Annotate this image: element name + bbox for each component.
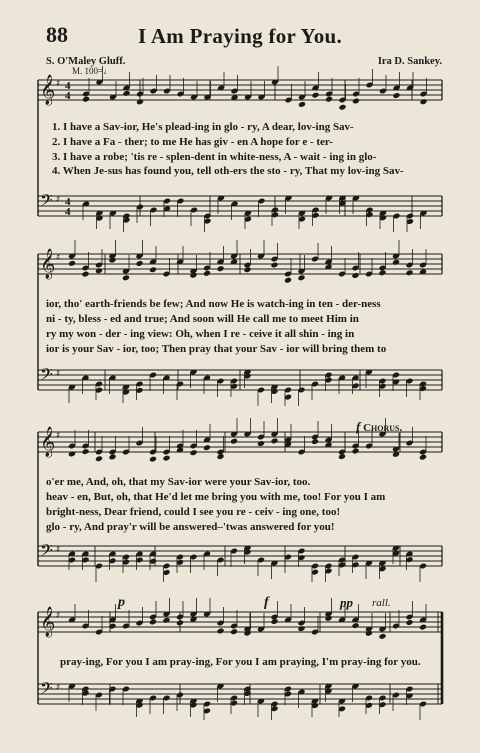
key-signature-sharp: ♯ — [56, 431, 61, 441]
time-signature-bottom: 4 — [65, 206, 71, 218]
key-signature-sharp: ♯ — [56, 611, 61, 621]
note-head — [189, 449, 197, 456]
lyric-line: 4. When Je-sus has found you, tell oth-ers the sto - ry, That my lov-ing Sav- — [52, 165, 404, 177]
page-number: 88 — [46, 22, 68, 47]
note-head — [325, 96, 333, 103]
note-head — [351, 622, 359, 629]
note-head — [135, 260, 143, 267]
note-head — [352, 98, 360, 105]
metronome-note: =♩ — [98, 66, 113, 76]
note-head — [189, 272, 197, 279]
note-head — [405, 619, 413, 626]
note-head — [338, 453, 346, 460]
key-signature-sharp: ♯ — [56, 79, 61, 89]
lyric-line: ry my won - der - ing view: Oh, when I re - ceive it all shin - ing in — [46, 328, 355, 340]
metronome-label: M. 100 — [72, 66, 99, 76]
lyric-line: 2. I have a Fa - ther; to me He has giv - en A hope for e - ter- — [52, 136, 334, 148]
dynamic-marking: pp — [340, 595, 353, 610]
note-head — [108, 454, 116, 461]
note-head — [162, 617, 170, 624]
lyric-line: bright-ness, Dear friend, could I see you re - ceiv - ing one, too! — [46, 506, 341, 518]
note-head — [203, 270, 211, 277]
note-head — [136, 98, 144, 105]
treble-clef: 𝄞 — [40, 75, 56, 105]
note-head — [149, 619, 157, 626]
note-head — [392, 92, 400, 99]
lyric-line: heav - en, But, oh, that He'd let me bring you with me, too! For you I am — [46, 491, 386, 503]
key-signature-sharp: ♯ — [56, 195, 61, 205]
chorus-heading — [356, 419, 402, 435]
note-head — [216, 628, 224, 635]
note-head — [324, 615, 332, 622]
time-signature-top: 4 — [65, 196, 71, 208]
bass-clef: 𝄢 — [40, 364, 53, 388]
lyric-line: 1. I have a Sav-ior, He's plead-ing in glo - ry, A dear, lov-ing Sav- — [52, 121, 354, 133]
treble-clef: 𝄞 — [40, 427, 56, 457]
note-head — [149, 456, 157, 463]
note-head — [392, 259, 400, 266]
lyric-line: o'er me, And, oh, that my Sav-ior were your Sav-ior, too. — [46, 476, 311, 488]
lyric-line: ni - ty, bless - ed and true; And soon will He call me to meet Him in — [46, 313, 359, 325]
note-head — [243, 266, 251, 273]
dynamic-marking: f — [264, 595, 269, 610]
note-head — [270, 618, 278, 625]
bass-clef: 𝄢 — [40, 190, 53, 214]
note-head — [257, 440, 265, 447]
note-head — [216, 265, 224, 272]
note-head — [419, 454, 427, 461]
key-signature-sharp: ♯ — [56, 683, 61, 693]
note-head — [338, 104, 346, 111]
note-head — [351, 272, 359, 279]
key-signature-sharp: ♯ — [56, 253, 61, 263]
lyric-line: ior is your Sav - ior, too; Then pray that your Sav - ior will bring them to — [46, 343, 387, 355]
note-head — [270, 262, 278, 269]
treble-clef: 𝄞 — [40, 607, 56, 637]
note-head — [216, 453, 224, 460]
note-head — [81, 271, 89, 278]
note-head — [176, 619, 184, 626]
note-head — [419, 624, 427, 631]
note-head — [122, 90, 130, 97]
note-head — [95, 267, 103, 274]
dynamic-marking: rall. — [372, 597, 391, 609]
key-signature-sharp: ♯ — [56, 369, 61, 379]
note-head — [297, 274, 305, 281]
note-head — [149, 266, 157, 273]
note-head — [81, 448, 89, 455]
note-head — [311, 438, 319, 445]
hymn-title: I Am Praying for You. — [137, 24, 343, 48]
note-head — [95, 455, 103, 462]
key-signature-sharp: ♯ — [56, 545, 61, 555]
note-head — [298, 101, 306, 108]
note-head — [68, 451, 76, 458]
note-head — [162, 455, 170, 462]
note-head — [68, 260, 76, 267]
note-head — [270, 437, 278, 444]
dynamic-marking: p — [118, 595, 125, 610]
lyricist-credit: S. O'Maley Gluff. — [46, 56, 126, 67]
note-head — [230, 628, 238, 635]
bass-clef: 𝄢 — [40, 678, 53, 702]
note-head — [230, 438, 238, 445]
lyric-line: glo - ry, And pray'r will be answered–'twas answered for you! — [46, 521, 335, 533]
note-head — [203, 444, 211, 451]
chorus-dynamic: f — [356, 419, 361, 434]
note-head — [122, 274, 130, 281]
time-signature-bottom: 4 — [65, 90, 71, 102]
lyric-line: 3. I have a robe; 'tis re - splen-dent in white-ness, A - wait - ing in glo- — [52, 151, 377, 163]
lyric-line: pray-ing, For you I am pray-ing, For you I am praying, I'm pray-ing for you. — [60, 656, 421, 668]
note-head — [311, 92, 319, 99]
note-head — [405, 269, 413, 276]
note-head — [378, 633, 386, 640]
note-head — [82, 96, 90, 103]
time-signature-top: 4 — [65, 80, 71, 92]
note-head — [378, 269, 386, 276]
note-head — [284, 277, 292, 284]
composer-credit: Ira D. Sankey. — [377, 56, 442, 67]
lyric-line: ior, tho' earth-friends be few; And now He is watch-ing in ten - der-ness — [46, 298, 381, 310]
chorus-label: Chorus. — [363, 422, 403, 434]
note-head — [419, 98, 427, 105]
bass-clef: 𝄢 — [40, 540, 53, 564]
note-head — [351, 448, 359, 455]
treble-clef: 𝄞 — [40, 249, 56, 279]
note-head — [365, 630, 373, 637]
note-head — [297, 625, 305, 632]
